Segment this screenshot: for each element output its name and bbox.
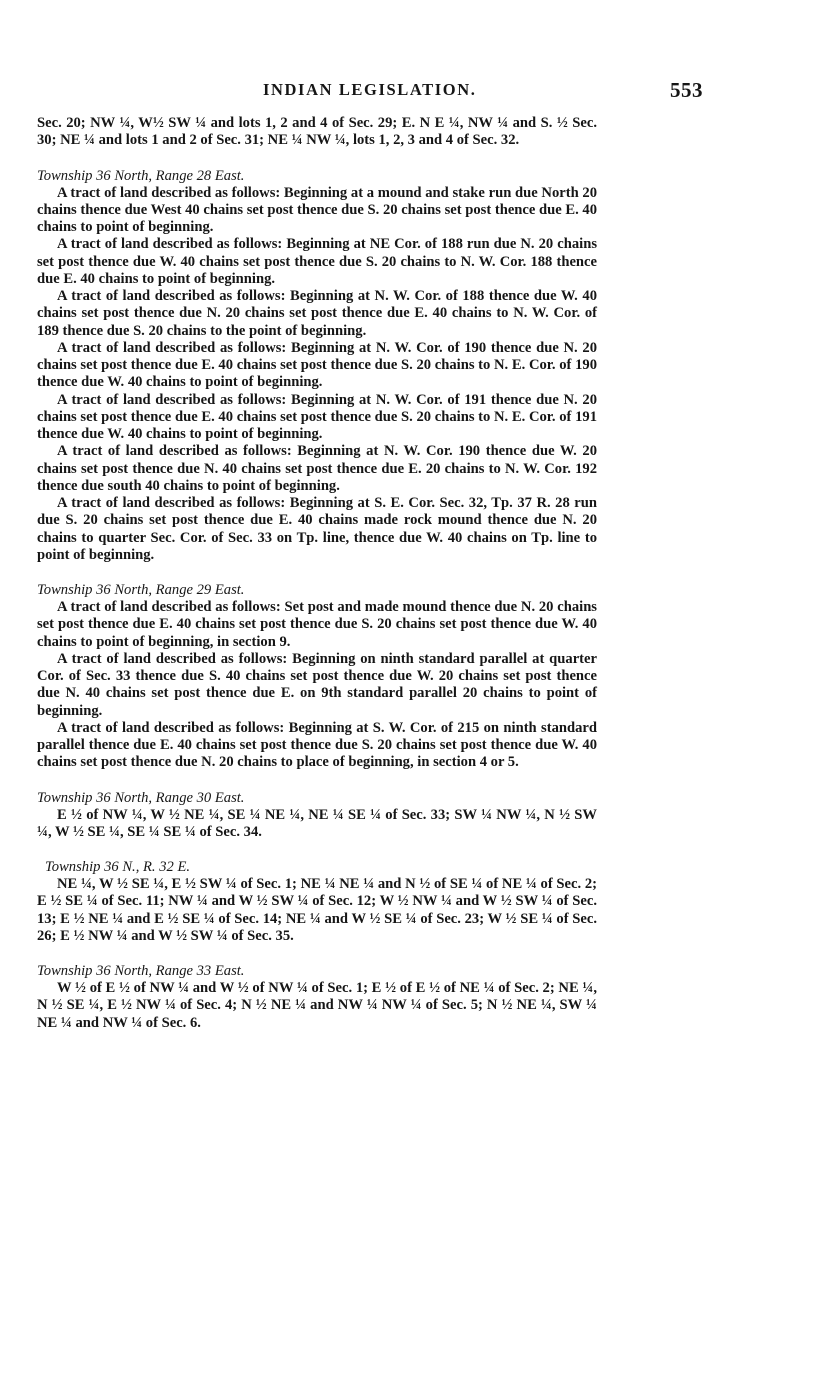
section-heading: Township 36 North, Range 33 East. [37,963,245,979]
tract-paragraph: A tract of land described as follows: Beginning on ninth standard parallel at quarter Cor. of Sec. 33 thence due S. 40 chains set post thence due W. 20 chains set post thence due N. 40 chains set post thence due E. on 9th standard parallel 20 chains to point of beginning. [37,650,597,719]
section-township-36n-r32e [37,859,597,945]
page-number: 553 [670,78,703,102]
land-description: E ½ of NW ¼, W ½ NE ¼, SE ¼ NE ¼, NE ¼ SE ¼ of Sec. 33; SW ¼ NW ¼, N ½ SW ¼, W ½ SE ¼, SE ¼ SE ¼ of Sec. 34. [37,806,597,840]
tract-paragraph: A tract of land described as follows: Beginning at NE Cor. of 188 run due N. 20 chains set post thence due W. 40 chains set post thence due S. 20 chains to N. W. Cor. 188 thence due E. 40 chains to point of beginning. [37,236,597,287]
section-township-36n-range-30e [37,790,597,842]
land-description: NE ¼, W ½ SE ¼, E ½ SW ¼ of Sec. 1; NE ¼ NE ¼ and N ½ of SE ¼ of NE ¼ of Sec. 2; E ½ SE ¼ of Sec. 11; NW ¼ and W ½ SW ¼ of Sec. 12; W ½ NW ¼ and W ½ SW ¼ of Sec. 13; E ½ NE ¼ and E ½ SE ¼ of Sec. 14; NE ¼ and W ½ SE ¼ of Sec. 23; W ½ SE ¼ of Sec. 26; E ½ NW ¼ and W ½ SW ¼ of Sec. 35. [37,876,597,944]
section-heading: Township 36 North, Range 29 East. [37,582,245,598]
section-township-36n-range-28e [37,168,597,565]
land-description: W ½ of E ½ of NW ¼ and W ½ of NW ¼ of Sec. 1; E ½ of E ½ of NE ¼ of Sec. 2; NE ¼, N ½ SE ¼, E ½ NW ¼ of Sec. 4; N ½ NE ¼ and NW ¼ NW ¼ of Sec. 5; N ½ NE ¼, SW ¼ NE ¼ and NW ¼ of Sec. 6. [37,980,597,1031]
section-township-36n-range-29e [37,582,597,772]
tract-paragraph: A tract of land described as follows: Beginning at N. W. Cor. 190 thence due W. 20 chains set post thence due N. 40 chains set post thence due E. 20 chains to N. W. Cor. 192 thence due south 40 chains to point of beginning. [37,443,597,494]
section-heading: Township 36 North, Range 28 East. [37,167,245,184]
tract-paragraph: A tract of land described as follows: Beginning at a mound and stake run due North 20 chains thence due West 40 chains set post thence due S. 20 chains set post thence due E. 40 chains to point of beginning. [37,184,598,235]
section-township-36n-range-33e [37,963,597,1032]
tract-paragraph: A tract of land described as follows: Beginning at N. W. Cor. of 191 thence due N. 20 chains set post thence due E. 40 chains set post thence due S. 20 chains to N. E. Cor. of 191 thence due W. 40 chains to point of beginning. [37,391,597,442]
section-heading: Township 36 N., R. 32 E. [45,859,191,875]
opening-paragraph: Sec. 20; NW ¼, W½ SW ¼ and lots 1, 2 and 4 of Sec. 29; E. N E ¼, NW ¼ and S. ½ Sec. 30; NE ¼ and lots 1 and 2 of Sec. 31; NE ¼ NW ¼, lots 1, 2, 3 and 4 of Sec. 32. [37,115,597,149]
section-heading: Township 36 North, Range 30 East. [37,789,245,806]
page-body [37,115,597,1032]
running-title: INDIAN LEGISLATION. [263,80,477,99]
tract-paragraph: A tract of land described as follows: Beginning at S. W. Cor. of 215 on ninth standard parallel thence due E. 40 chains set post thence due S. 20 chains set post thence due W. 40 chains set post thence due N. 20 chains to place of beginning, in section 4 or 5. [37,719,597,771]
page-header [0,78,828,104]
tract-paragraph: A tract of land described as follows: Beginning at S. E. Cor. Sec. 32, Tp. 37 R. 28 run due S. 20 chains set post thence due E. 40 chains made rock mound thence due N. 20 chains to quarter Sec. Cor. of Sec. 33 on Tp. line, thence due W. 40 chains on Tp. line to point of beginning. [37,495,597,563]
tract-paragraph: A tract of land described as follows: Set post and made mound thence due N. 20 chains set post thence due E. 40 chains set post thence due S. 20 chains set post thence due W. 40 chains to point of beginning, in section 9. [37,599,597,650]
tract-paragraph: A tract of land described as follows: Beginning at N. W. Cor. of 190 thence due N. 20 chains set post thence due E. 40 chains set post thence due S. 20 chains to N. E. Cor. of 190 thence due W. 40 chains to point of beginning. [37,339,597,391]
tract-paragraph: A tract of land described as follows: Beginning at N. W. Cor. of 188 thence due W. 40 chains set post thence due N. 20 chains set post thence due E. 40 chains to N. W. Cor. of 189 thence due S. 20 chains to the point of beginning. [37,288,597,339]
